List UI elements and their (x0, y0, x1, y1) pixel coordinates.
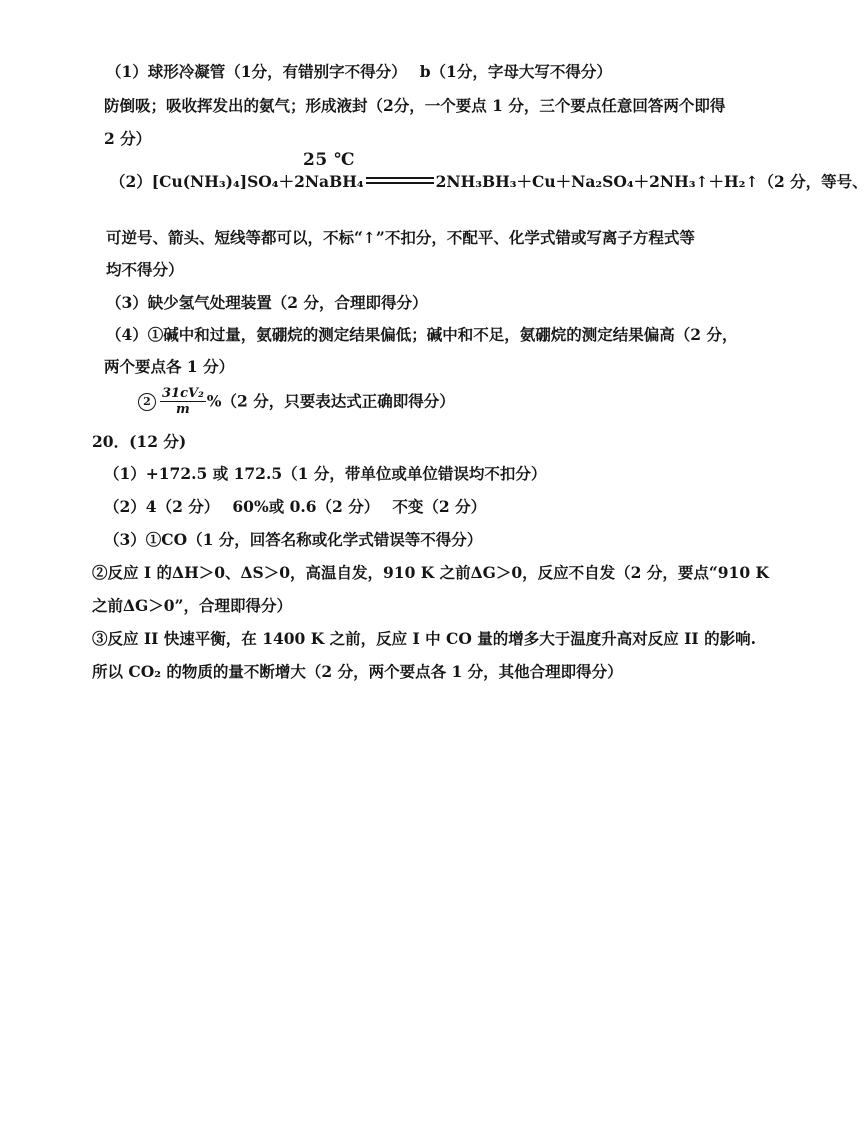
answer-line-9-points: 两个要点各 1 分） (104, 357, 235, 376)
answer-line-3-score: 2 分） (104, 129, 152, 148)
answer-line-7-part3: （3）缺少氢气处理装置（2 分，合理即得分） (106, 293, 428, 312)
answer-20-part1: （1）+172.5 或 172.5（1 分，带单位或单位错误均不扣分） (104, 464, 547, 483)
equation-products: 2NH₃BH₃＋Cu＋Na₂SO₄＋2NH₃↑＋H₂↑（2 分，等号、 (435, 172, 868, 191)
answer-line-1-condenser: （1）球形冷凝管（1分，有错别字不得分） b（1分，字母大写不得分） (106, 62, 612, 81)
answer-20-part2: （2）4（2 分） 60%或 0.6（2 分） 不变（2 分） (104, 497, 487, 516)
answer-line-10-formula (138, 386, 455, 420)
answer-20-part3-3-cont: 所以 CO₂ 的物质的量不断增大（2 分，两个要点各 1 分，其他合理即得分） (92, 662, 623, 681)
fraction-expression (160, 386, 206, 417)
answer-20-part3-3: ③反应 II 快速平衡，在 1400 K 之前，反应 I 中 CO 量的增多大于温度升高对反应 II 的影响. (92, 629, 756, 648)
fraction-numerator: 31cV₂ (162, 386, 204, 401)
answer-line-8-part4: （4）①碱中和过量，氨硼烷的测定结果偏低；碱中和不足，氨硼烷的测定结果偏高（2 分， (106, 325, 738, 344)
equation-reactants: （2）[Cu(NH₃)₄]SO₄＋2NaBH₄ (110, 172, 364, 191)
formula-note: %（2 分，只要表达式正确即得分） (206, 391, 455, 411)
circled-number-icon: 2 (138, 393, 156, 411)
answer-line-2-anti-suckback: 防倒吸；吸收挥发出的氨气；形成液封（2分，一个要点 1 分，三个要点任意回答两个即得 (104, 96, 726, 115)
fraction-denominator: m (176, 402, 190, 417)
chemical-equation (110, 170, 868, 200)
answer-20-part3-2: ②反应 I 的ΔH＞0、ΔS＞0，高温自发，910 K 之前ΔG＞0，反应不自发（2 分，要点“910 K (92, 563, 769, 582)
reaction-condition: 25 ℃ (303, 150, 355, 170)
question-20-heading: 20．(12 分) (92, 432, 187, 451)
equals-sign-icon (366, 177, 434, 185)
answer-line-6-notes: 均不得分） (106, 260, 184, 279)
answer-20-part3-1: （3）①CO（1 分，回答名称或化学式错误等不得分） (104, 530, 483, 549)
answer-20-part3-2-cont: 之前ΔG＞0”，合理即得分） (92, 596, 292, 615)
answer-line-5-notes: 可逆号、箭头、短线等都可以，不标“↑”不扣分，不配平、化学式错或写离子方程式等 (106, 228, 695, 247)
